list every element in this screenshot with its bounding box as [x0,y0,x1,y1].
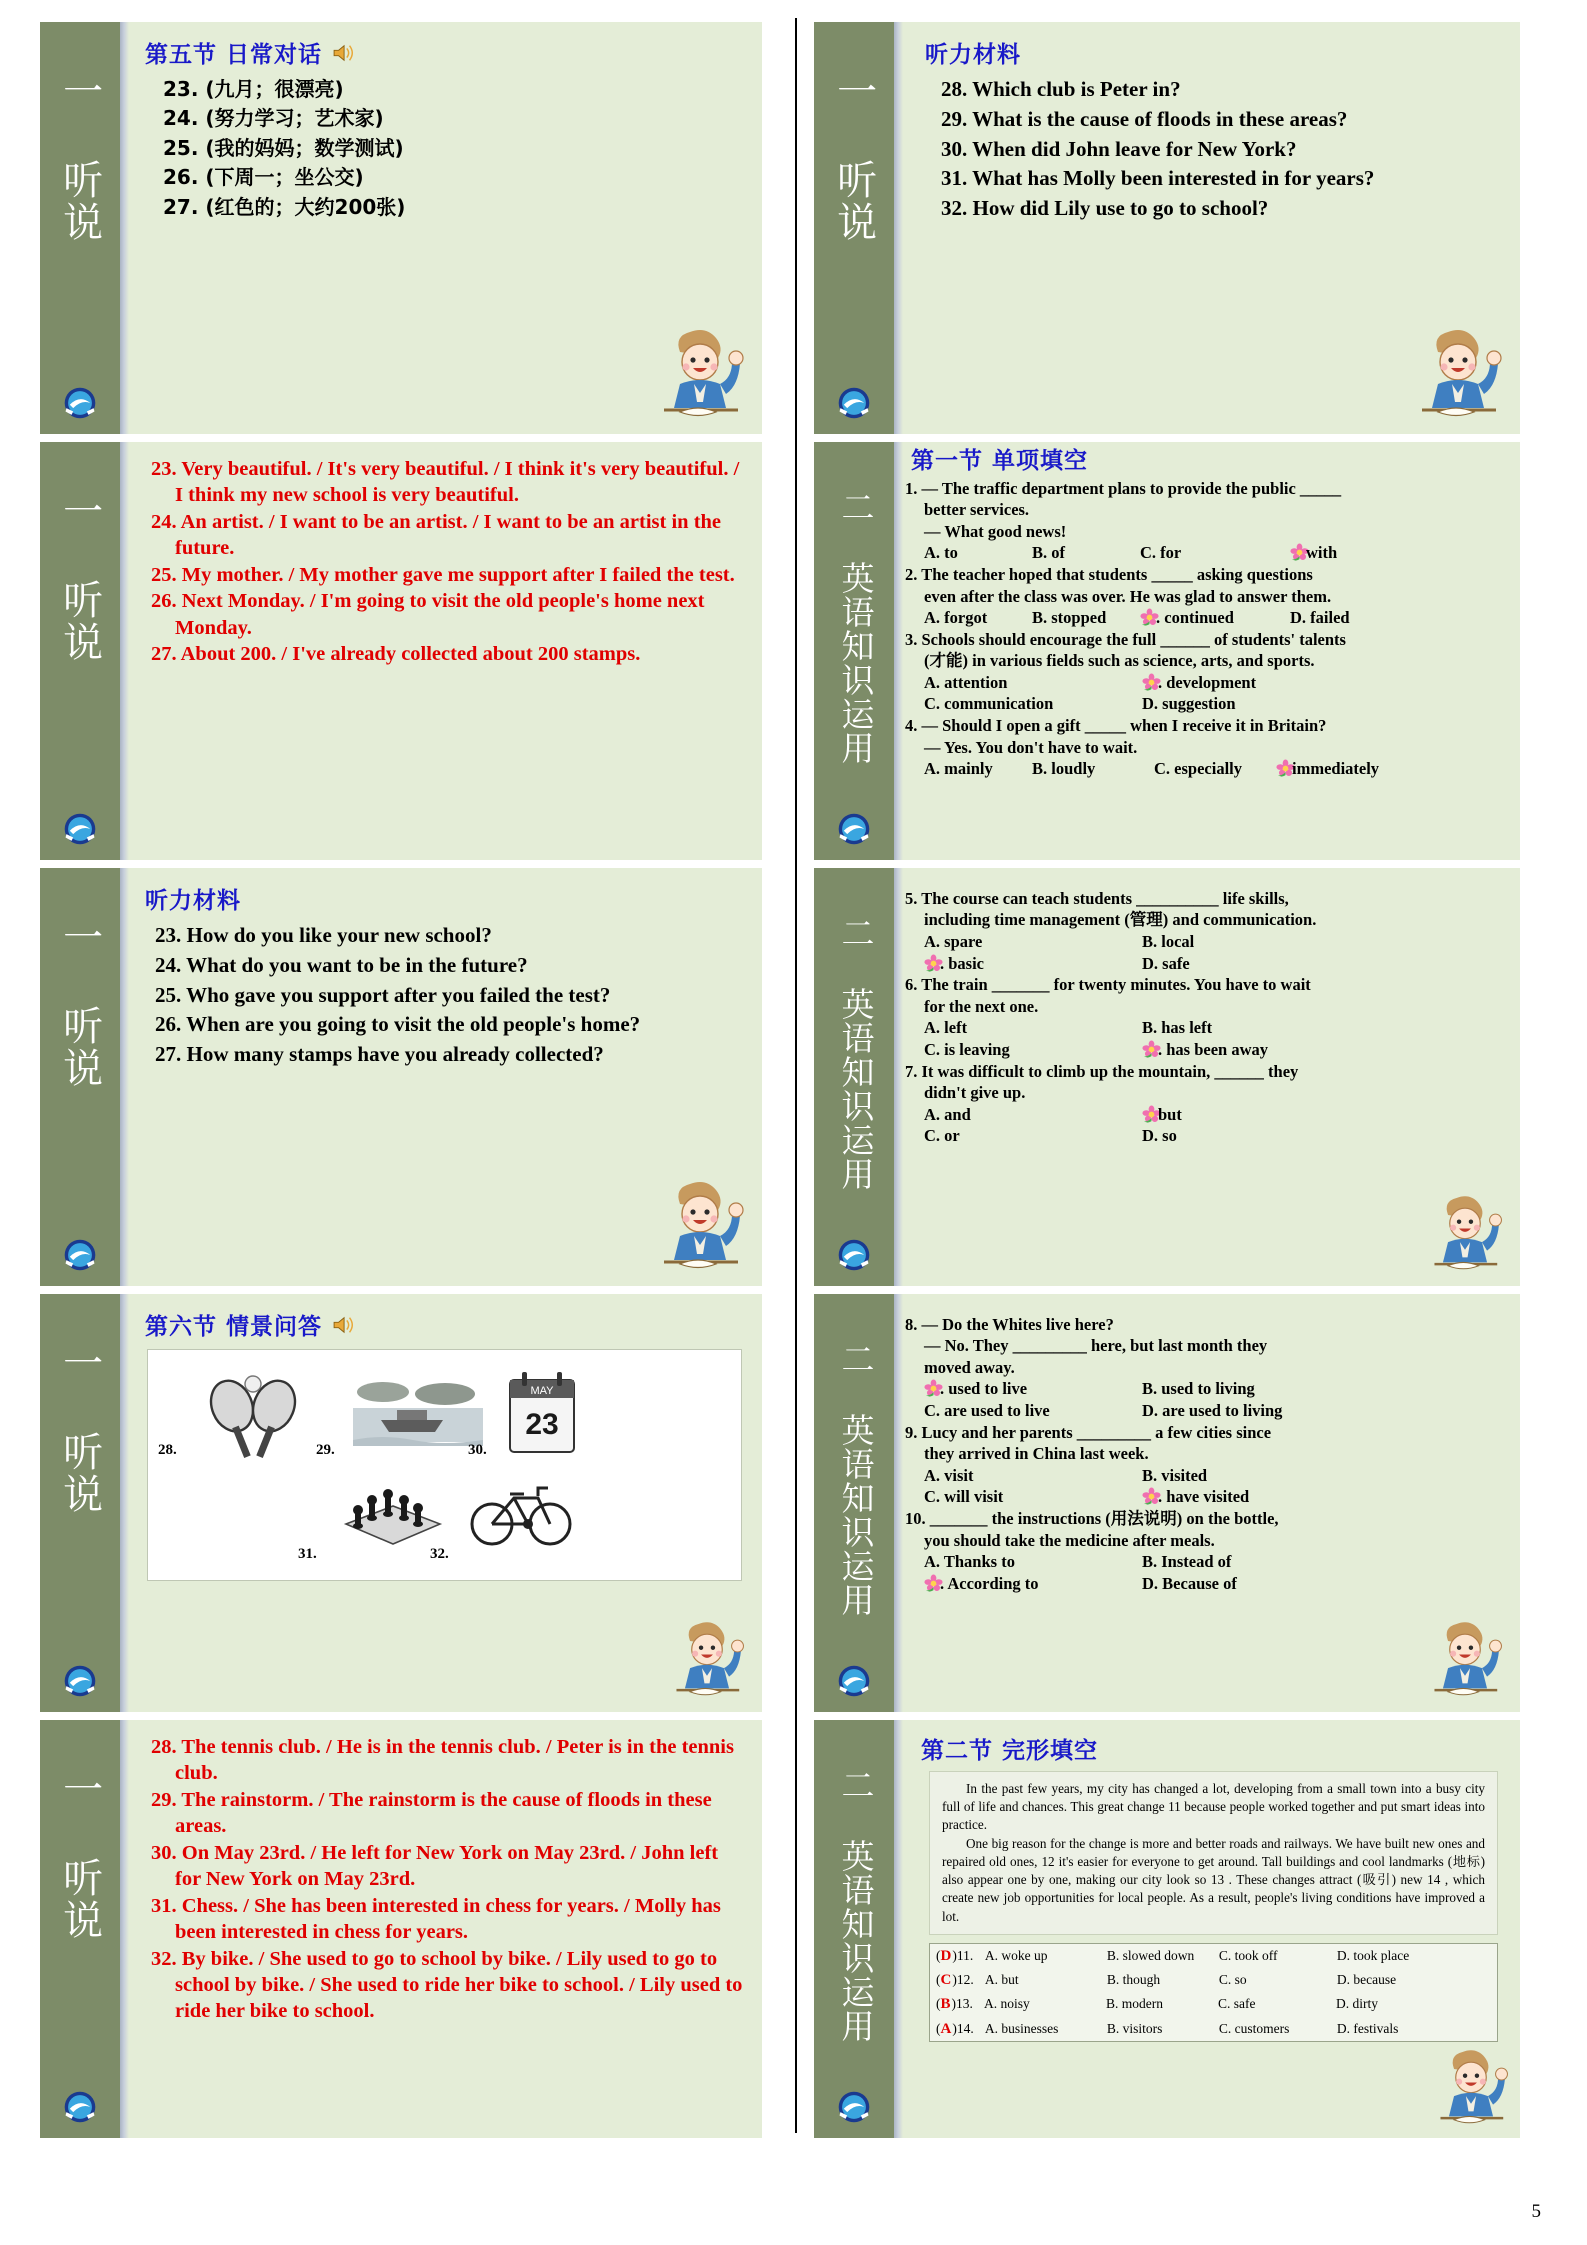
sidebar-label: 二 英语知识运用 [836,1768,873,2043]
option-d[interactable]: D. are used to living [1142,1401,1283,1421]
sidebar-edge [894,868,903,1286]
list-item: 26. Next Monday. / I'm going to visit the old people's home next Monday. [151,590,705,639]
tennis-rackets-icon [196,1372,316,1458]
option-a[interactable]: A. noisy [984,1996,1030,2012]
question-number: 3. [905,629,918,649]
option-a[interactable]: . used to live [924,1378,1142,1400]
sidebar-edge [120,1720,129,2138]
list-item: 24. An artist. / I want to be an artist. / I want to be an artist in the future. [151,510,722,560]
question-text: moved away. [924,1357,1015,1377]
speaker-icon [332,43,358,63]
calendar-icon [506,1370,580,1460]
list-item: 24. (努力学习；艺术家) [163,106,384,131]
list-item: 32. How did Lily use to go to school? [941,196,1269,221]
list-item: 32. By bike. / She used to go to school by bike. / Lily used to go to school by bike. / She used to ride her bike to school. / Lily used to ride her bike to school. [151,1947,743,2023]
sidebar-label: 二 英语知识运用 [836,1342,873,1617]
globe-logo-icon [63,1238,97,1272]
sidebar-edge [894,22,903,434]
list-item: 31. Chess. / She has been interested in chess for years. / Molly has been interested in chess for years. [151,1894,721,1944]
student-raising-hand-icon [654,1178,746,1282]
option-b[interactable]: B. has left [1142,1018,1213,1038]
options-row [905,672,1518,694]
globe-logo-icon [63,386,97,420]
slide-sidebar [40,868,120,1286]
option-a[interactable]: A. Thanks to [924,1552,1015,1572]
list-item: 29. The rainstorm. / The rainstorm is the cause of floods in these areas. [151,1788,712,1838]
option-b[interactable]: B. visited [1142,1465,1208,1485]
slide-columns [40,22,1569,2172]
globe-logo-icon [837,812,871,846]
option-d[interactable]: D. safe [1142,953,1190,973]
question-8 [905,1314,1518,1335]
slide-r4 [814,1294,1520,1712]
sidebar-label: 二 英语知识运用 [836,490,873,765]
list-item: 30. On May 23rd. / He left for New York on May 23rd. / John left for New York on May 23rd. [151,1841,719,1891]
globe-logo-icon [837,386,871,420]
option-b[interactable]: B. stopped [1032,607,1107,627]
option-d[interactable]: . have visited [1142,1486,1249,1508]
list-item: 25. Who gave you support after you failed the test? [155,982,611,1007]
option-a[interactable]: A. and [924,1104,971,1124]
options-row [905,758,1518,780]
question-text: Schools should encourage the full ______ of students' talents [921,629,1346,649]
sidebar-label: 一 听说 [57,490,103,663]
question-number: 5. [905,889,918,908]
options-row [905,1039,1518,1061]
picture-label: 31. [298,1546,317,1562]
slide-sidebar [814,1720,894,2138]
sidebar-edge [120,868,129,1286]
question-5 [905,888,1518,909]
chess-board-icon [338,1468,448,1550]
option-b[interactable]: B. though [1106,1972,1161,1988]
table-row: ( A ) 14. A. businesses B. visitors C. customers D. festivals [930,2017,1497,2041]
slide-title [145,36,746,69]
question-9 [905,1422,1518,1443]
option-a[interactable]: A. woke up [984,1947,1048,1963]
table-row: ( C ) 12. A. but B. though C. so D. because [930,1968,1497,1992]
picture-question-panel [147,1349,742,1581]
question-text: — What good news! [924,521,1067,541]
options-row [905,542,1518,564]
list-item: 25. (我的妈妈；数学测试) [163,135,404,160]
options-row [905,1104,1518,1126]
slide-title: 听力材料 [145,888,241,914]
option-a[interactable]: A. but [984,1972,1019,1988]
slide-r2 [814,442,1520,860]
option-c[interactable]: . basic [924,953,1142,975]
svg-text:MAY: MAY [530,1385,554,1397]
options-row [905,1465,1518,1487]
slide-sidebar [40,22,120,434]
question-text: The course can teach students __________ life skills, [921,889,1289,908]
options-row [905,1573,1518,1595]
sidebar-label: 一 听说 [57,916,103,1089]
cloze-answer-table [929,1943,1498,2042]
option-d[interactable]: D. because [1336,1972,1397,1988]
question-3 [905,629,1518,650]
slide-r1 [814,22,1520,434]
option-c[interactable]: C. are used to live [924,1401,1050,1421]
option-c[interactable]: C. took off [1218,1947,1278,1963]
picture-label: 29. [316,1442,335,1458]
option-b[interactable]: but [1142,1104,1182,1126]
question-text: The train _______ for twenty minutes. You have to wait [921,975,1311,995]
bicycle-icon [468,1476,576,1548]
option-c[interactable]: C. will visit [924,1487,1004,1507]
slide-content [129,868,762,1286]
option-b[interactable]: B. slowed down [1106,1947,1195,1963]
question-text: even after the class was over. He was glad to answer them. [924,586,1332,606]
options-row [905,931,1518,953]
list-item: 26. When are you going to visit the old people's home? [155,1012,641,1037]
question-text: they arrived in China last week. [924,1444,1149,1464]
list-item: 27. (红色的；大约200张) [163,194,406,219]
sidebar-label: 二 英语知识运用 [836,916,873,1191]
option-d[interactable]: D. failed [1290,607,1350,627]
answer-list [145,456,746,668]
question-text: — Yes. You don't have to wait. [924,737,1138,757]
option-c[interactable]: C. for [1140,543,1182,563]
answer-key: A [940,2020,952,2037]
sidebar-edge [120,1294,129,1712]
question-text: It was difficult to climb up the mountain, ______ they [921,1061,1299,1081]
option-b[interactable]: B. modern [1106,1996,1164,2012]
table-row: ( D ) 11. A. woke up B. slowed down C. took off D. took place [930,1944,1497,1968]
student-raising-hand-icon [668,1618,746,1708]
option-d[interactable]: with [1290,542,1337,564]
option-a[interactable]: A. forgot [924,607,988,627]
option-d[interactable]: D. festivals [1336,2020,1399,2036]
question-number: 9. [905,1422,918,1442]
slide-r5 [814,1720,1520,2138]
options-row [905,1378,1518,1400]
question-text: better services. [924,500,1030,520]
option-b[interactable]: B. visitors [1106,2020,1163,2036]
question-text: you should take the medicine after meals. [924,1530,1215,1550]
table-row: ( B ) 13. A. noisy B. modern C. safe D. dirty [930,1992,1497,2016]
list-item: 24. What do you want to be in the future? [155,952,528,977]
slide-content [903,1720,1520,2138]
slide-sidebar [814,22,894,434]
option-a[interactable]: A. mainly [924,759,993,778]
page-number: 5 [1531,2201,1541,2222]
slide-l2 [40,442,762,860]
option-a[interactable]: A. to [924,543,958,563]
options-row [905,953,1518,975]
row-number: 12. [956,1972,974,1988]
option-b[interactable]: . development [1142,672,1256,694]
options-row [905,1017,1518,1039]
option-c[interactable]: C. especially [1154,759,1242,778]
list-item: 23. (九月；很漂亮) [163,77,344,101]
globe-logo-icon [837,2090,871,2124]
sidebar-label: 一 听说 [57,1768,103,1941]
question-text: — No. They _________ here, but last month they [924,1336,1268,1356]
globe-logo-icon [63,812,97,846]
options-row [905,607,1518,629]
option-c[interactable]: C. safe [1218,1996,1256,2012]
question-number: 10. [905,1509,926,1529]
list-item: 27. About 200. / I've already collected about 200 stamps. [151,643,641,666]
svg-text:23: 23 [525,1408,559,1441]
slide-content [903,1294,1520,1712]
list-item: 25. My mother. / My mother gave me support after I failed the test. [151,563,735,586]
question-1 [905,478,1518,499]
globe-logo-icon [63,2090,97,2124]
student-raising-hand-icon [1426,1192,1504,1282]
option-a[interactable]: A. visit [924,1465,974,1485]
list-item: 29. What is the cause of floods in these areas? [941,106,1348,131]
answer-key: C [940,1972,952,1988]
student-raising-hand-icon [1412,326,1504,430]
list-item: 31. What has Molly been interested in for years? [941,166,1375,191]
question-text: _______ the instructions (用法说明) on the bottle, [929,1509,1279,1529]
globe-logo-icon [63,1664,97,1698]
column-divider [795,18,797,2133]
question-text: — Do the Whites live here? [921,1315,1114,1334]
slide-title: 第二节 完形填空 [921,1738,1099,1764]
list-item: 23. How do you like your new school? [155,923,492,947]
option-d[interactable]: D. took place [1336,1947,1410,1963]
question-number: 6. [905,975,918,995]
options-row [905,1551,1518,1573]
slide-l3 [40,868,762,1286]
question-number: 2. [905,565,918,585]
boat-on-river-icon [353,1380,483,1456]
sidebar-edge [894,442,903,860]
slide-l5 [40,1720,762,2138]
row-number: 13. [956,1996,973,2012]
question-text: — Should I open a gift _____ when I receive it in Britain? [921,716,1327,736]
list-item: 27. How many stamps have you already collected? [155,1042,604,1067]
slide-title-text: 第五节 日常对话 [145,42,323,68]
listening-script-list [145,921,746,1070]
question-4 [905,715,1518,736]
cloze-passage [929,1771,1498,1935]
option-c[interactable]: . continued [1140,607,1290,629]
question-number: 7. [905,1061,918,1081]
options-row [905,1125,1518,1147]
question-10 [905,1508,1518,1529]
options-row [905,1486,1518,1508]
option-c[interactable]: C. is leaving [924,1040,1010,1060]
question-text: The teacher hoped that students _____ asking questions [921,565,1313,585]
slide-l1 [40,22,762,434]
question-text: Lucy and her parents _________ a few cities since [921,1422,1272,1442]
option-b[interactable]: B. local [1142,931,1195,951]
question-text: including time management (管理) and communication. [924,910,1317,930]
slide-sidebar [40,1720,120,2138]
question-list [145,75,746,221]
answer-key: B [940,1996,951,2013]
option-b[interactable]: B. loudly [1032,759,1096,778]
option-d[interactable]: D. Because of [1142,1573,1237,1593]
option-c[interactable]: C. communication [924,694,1054,714]
option-b[interactable]: B. of [1032,543,1065,563]
globe-logo-icon [837,1238,871,1272]
option-c[interactable]: C. or [924,1126,960,1146]
slide-l4 [40,1294,762,1712]
list-item: 26. (下周一；坐公交) [163,165,364,190]
row-number: 14. [956,2020,974,2036]
option-a[interactable]: A. businesses [984,2020,1059,2036]
passage-paragraph: In the past few years, my city has changed a lot, developing from a small town into a busy city full of life and chances. This great change 11 because people worked together and put smart ideas into practice. [942,1781,1485,1833]
option-b[interactable]: B. Instead of [1142,1552,1232,1572]
slide-content [903,442,1520,860]
option-c[interactable]: . According to [924,1573,1142,1595]
slide-title: 听力材料 [925,42,1021,68]
slide-title-text: 第六节 情景问答 [145,1314,323,1340]
sidebar-label: 一 听说 [831,70,877,243]
picture-label: 32. [430,1546,449,1562]
slide-r3 [814,868,1520,1286]
listening-script-list [919,75,1504,224]
question-text: (才能) in various fields such as science, arts, and sports. [924,651,1315,671]
left-column [40,22,780,2172]
slide-sidebar [40,1294,120,1712]
options-row [905,1400,1518,1422]
question-text: for the next one. [924,996,1039,1016]
option-a[interactable]: A. attention [924,672,1008,692]
sidebar-edge [894,1720,903,2138]
slide-sidebar [814,868,894,1286]
slide-sidebar [814,442,894,860]
slide-content [129,442,762,860]
list-item: 30. When did John leave for New York? [941,136,1297,161]
question-2 [905,564,1518,585]
question-number: 1. [905,479,918,498]
option-d[interactable]: . has been away [1142,1039,1268,1061]
sidebar-edge [120,22,129,434]
globe-logo-icon [837,1664,871,1698]
sidebar-edge [894,1294,903,1712]
answer-key: D [940,1947,952,1964]
sidebar-label: 一 听说 [57,1342,103,1515]
slide-content [903,22,1520,434]
sidebar-label: 一 听说 [57,70,103,243]
question-6 [905,974,1518,995]
options-row [905,693,1518,715]
option-c[interactable]: C. customers [1218,2020,1290,2036]
list-item: 23. Very beautiful. / It's very beautiful. / I think it's very beautiful. / I think my new school is very beautiful. [151,458,740,507]
question-number: 4. [905,716,918,736]
student-raising-hand-icon [1432,2046,1510,2136]
option-c[interactable]: C. so [1218,1972,1247,1988]
question-number: 8. [905,1315,918,1334]
list-item: 28. The tennis club. / He is in the tennis club. / Peter is in the tennis club. [151,1736,734,1785]
option-a[interactable]: A. spare [924,931,983,951]
question-7 [905,1061,1518,1082]
question-text: — The traffic department plans to provide the public _____ [921,479,1342,498]
option-d[interactable]: D. suggestion [1142,694,1236,714]
slide-content [903,868,1520,1286]
slide-content [129,1294,762,1712]
slide-sidebar [40,442,120,860]
picture-label: 28. [158,1442,177,1458]
slide-content [129,1720,762,2138]
answer-list [145,1734,746,2025]
slide-content [129,22,762,434]
option-a[interactable]: A. left [924,1018,968,1038]
slide-sidebar [814,1294,894,1712]
passage-paragraph: One big reason for the change is more and better roads and railways. We have built new ones and repaired old ones, 12 it's easier for everyone to get around. Tall buildings and cool landmarks (地标) also appear one by one, making our city look so 13 . These changes attract (吸引) new 14 , which create new job opportunities for local people. As a result, people's living conditions have improved a lot. [942,1835,1485,1924]
student-raising-hand-icon [654,326,746,430]
slide-title: 第一节 单项填空 [911,448,1089,474]
slide-title [145,1308,746,1341]
option-d[interactable]: immediately [1276,758,1379,780]
row-number: 11. [956,1947,974,1963]
sidebar-edge [120,442,129,860]
student-raising-hand-icon [1426,1618,1504,1708]
list-item: 28. Which club is Peter in? [941,77,1181,101]
picture-label: 30. [468,1442,487,1458]
option-d[interactable]: D. dirty [1336,1996,1379,2012]
right-column [780,22,1520,2172]
option-d[interactable]: D. so [1142,1126,1177,1146]
question-text: didn't give up. [924,1083,1026,1103]
speaker-icon [332,1315,358,1335]
option-b[interactable]: B. used to living [1142,1379,1255,1399]
